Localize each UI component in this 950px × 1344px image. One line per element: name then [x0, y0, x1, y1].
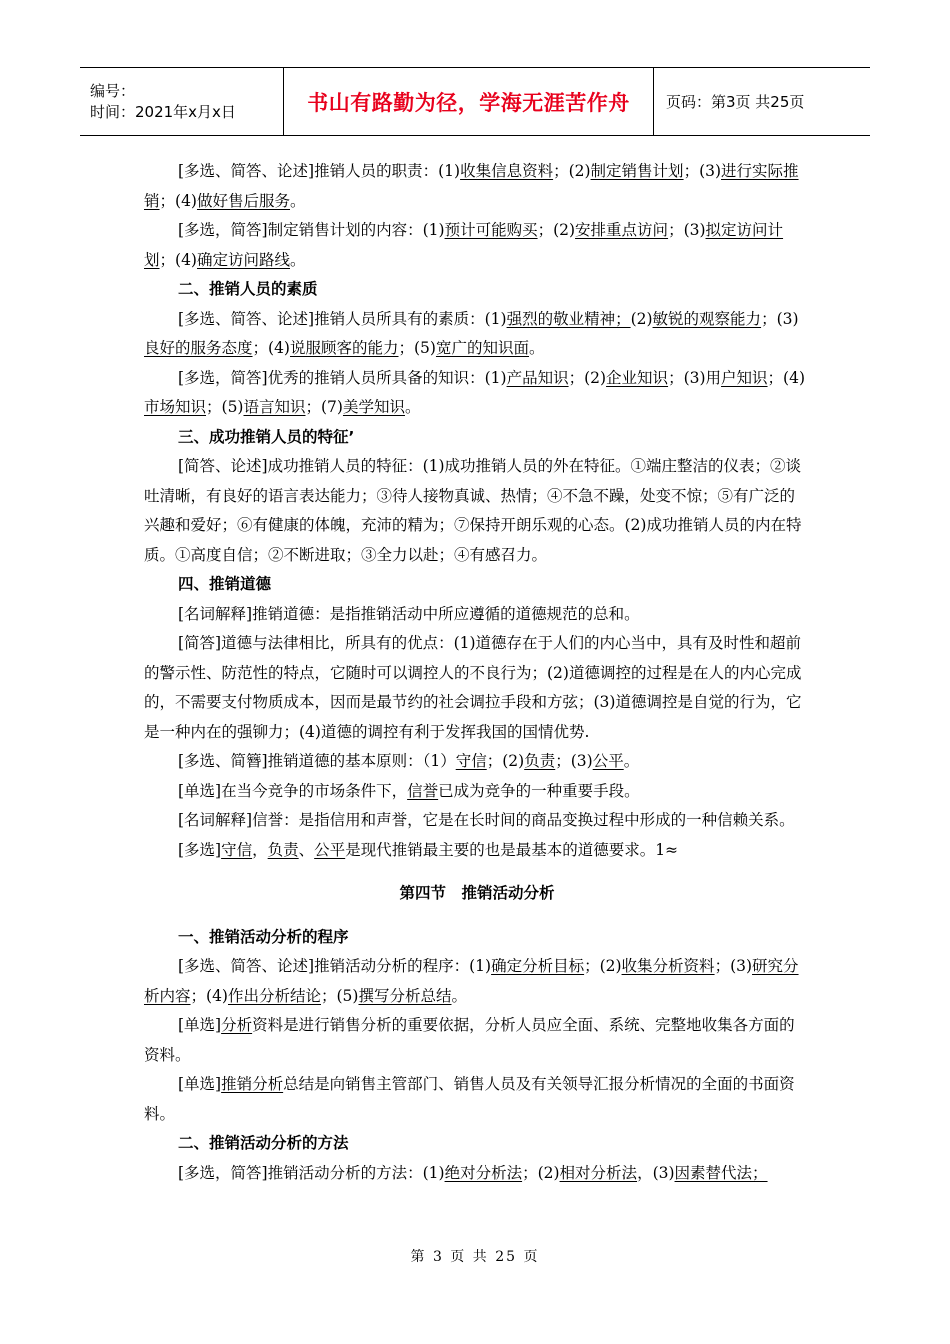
underlined-term: 确定分析目标: [491, 957, 585, 975]
text-run: ；(4): [159, 191, 197, 210]
paragraph: [144, 836, 810, 866]
number-label: 编号：: [90, 81, 136, 100]
text-run: ；(2): [584, 957, 622, 975]
text-run: ；(3): [668, 221, 706, 239]
paragraph: [144, 452, 810, 570]
header-page-info: 页码：第3页 共25页: [666, 93, 805, 111]
text-run: ；(4): [767, 368, 806, 387]
underlined-term: 因素替代法；: [674, 1163, 768, 1182]
paragraph: [144, 157, 810, 216]
section-gap: [144, 865, 810, 879]
underlined-term: 撰写分析总结: [358, 986, 452, 1005]
text-run: ；(2): [568, 368, 607, 387]
text-run: [多选、简答、论述]推销活动分析的程序：(1): [178, 957, 492, 975]
underlined-term: 负责: [524, 752, 556, 770]
underlined-term: 公平: [592, 752, 624, 770]
underlined-term: 企业知识: [606, 368, 669, 387]
underlined-term: 公平: [314, 840, 346, 859]
text-run: [多选，简答]推销活动分析的方法：(1): [178, 1163, 445, 1182]
text-run: [名词解释]推销道德：是指推销活动中所应遵循的道德规范的总和。: [178, 604, 640, 623]
text-run: 、: [298, 840, 315, 859]
text-run: [多选、简簪]推销道德的基本原则：（1）: [178, 752, 456, 770]
section-heading: [144, 1129, 810, 1159]
text-run: ，(3): [637, 1163, 675, 1182]
text-run: [多选、简答、论述]推销人员所具有的素质：(1): [178, 309, 507, 328]
underlined-term: 分析: [221, 1016, 253, 1034]
paragraph: [144, 1159, 810, 1189]
underlined-term: 相对分析法: [559, 1163, 638, 1182]
underlined-term: 语言知识: [243, 398, 306, 416]
text-run: 。: [451, 986, 467, 1005]
paragraph: [144, 1011, 810, 1070]
text-run: ，: [252, 840, 268, 859]
paragraph: [144, 364, 810, 423]
text-run: ；(3): [683, 162, 722, 180]
paragraph: [144, 305, 810, 364]
underlined-term: 信誉: [407, 781, 439, 800]
underlined-term: 负责: [267, 840, 299, 859]
underlined-term: 安排重点访问: [575, 221, 669, 239]
paragraph: [144, 629, 810, 747]
text-run: ；(5): [321, 986, 359, 1005]
text-run: 已成为竞争的一种重要手段。: [438, 781, 640, 800]
text-run: [多选]: [178, 840, 222, 859]
section-heading: [144, 570, 810, 600]
text-run: [简答、论述]成功推销人员的特征：(1)成功推销人员的外在特征。①端庄整洁的仪表；②谈吐清晰，有良好的语言表达能力；③待人接物真诚、热情；④不急不躁，处变不惊；⑤有广泛的兴趣和爱好；⑥有健康的体魄，充沛的精为；⑦保持开朗乐观的心态。(2)成功推销人员的内在特质。①高度自信；②不断进取；③全力以赴；④有感召力。: [144, 457, 802, 564]
header-motto: 书山有路勤为径，学海无涯苦作舟: [283, 68, 654, 135]
text-run: 一、推销活动分析的程序: [178, 927, 349, 946]
text-run: ；(2): [553, 162, 591, 180]
text-run: 四、推销道德: [178, 575, 272, 593]
text-run: [多选，简答]制定销售计划的内容：(1): [178, 221, 445, 239]
underlined-term: 预计可能购买: [444, 221, 538, 239]
text-run: ；(4): [159, 250, 197, 269]
underlined-term: 推销分析: [221, 1075, 284, 1093]
text-run: 是现代推销最主要的也是最基本的道德要求。1≈: [345, 840, 679, 859]
underlined-term: 进行实际推销: [144, 162, 799, 210]
paragraph: [144, 747, 810, 777]
text-run: [多选、简答、论述]推销人员的职责：(1): [178, 162, 461, 180]
underlined-term: 确定访问路线: [196, 250, 290, 269]
text-run: ；(7): [305, 398, 343, 416]
underlined-term: 宽广的知识面: [435, 339, 529, 357]
text-run: 第四节 推销活动分析: [399, 884, 555, 902]
section-heading: [144, 923, 810, 953]
text-run: ；(2): [537, 221, 576, 239]
underlined-term: 制定销售计划: [590, 162, 684, 180]
date-line: 时间：2021年x月x日: [90, 102, 236, 121]
document-body: [144, 157, 810, 1188]
text-run: ；(4): [190, 986, 228, 1005]
text-run: [多选，简答]优秀的推销人员所具备的知识：(1): [178, 368, 507, 387]
text-run: 总结是向销售主管部门、销售人员及有关领导汇报分析情况的全面的书面资料。: [144, 1075, 795, 1123]
text-run: [单选]在当今竞争的市场条件下，: [178, 781, 408, 800]
underlined-term: 守信: [455, 752, 487, 770]
underlined-term: 作出分析结论: [227, 986, 321, 1005]
paragraph: [144, 952, 810, 1011]
text-run: [简答]道德与法律相比，所具有的优点：(1)道德存在于人们的内心当中，具有及时性和超前的警示性、防范性的特点，它随时可以调控人的不良行为；(2)道德调控的过程是在人的内心完成的，不需要支付物质成本，因而是最节约的社会调拉手段和方弦；(3)道德调控是自觉的行为，它是一种内在的强铆力；(4)道德的调控有利于发挥我国的国情优势.: [144, 634, 802, 741]
underlined-term: 守信: [221, 840, 253, 859]
underlined-term: 收集分析资料: [621, 957, 715, 975]
text-run: (2): [630, 309, 653, 328]
underlined-term: 绝对分析法: [444, 1163, 523, 1182]
underlined-term: 说服顾客的能力: [289, 339, 399, 357]
underlined-term: 研究分析内容: [144, 957, 799, 1005]
paragraph: [144, 600, 810, 630]
text-run: ；(5): [398, 339, 436, 357]
underlined-term: 拟定访问计划: [144, 221, 784, 269]
page-header: [80, 67, 870, 136]
text-run: 二、推销活动分析的方法: [178, 1134, 349, 1152]
underlined-term: 做好售后服务: [196, 191, 290, 210]
section-title: [144, 879, 810, 909]
underlined-term: 美学知识: [342, 398, 405, 416]
paragraph: [144, 1070, 810, 1129]
underlined-term: 户知识: [721, 368, 768, 387]
underlined-term: 市场知识: [144, 398, 207, 416]
page-footer: 第 3 页 共 25 页: [410, 1249, 540, 1265]
section-heading: [144, 275, 810, 305]
text-run: ；(3): [714, 957, 753, 975]
text-run: 三、成功推销人员的特征’: [178, 427, 355, 446]
paragraph: [144, 216, 810, 275]
section-heading: [144, 423, 810, 453]
text-run: ；(3)用: [668, 368, 722, 387]
text-run: ；(3): [761, 309, 799, 328]
paragraph: [144, 806, 810, 836]
text-run: ；(2): [522, 1163, 560, 1182]
text-run: ；(4): [252, 339, 290, 357]
underlined-term: 良好的服务态度: [144, 339, 253, 357]
underlined-term: 产品知识: [506, 368, 569, 387]
text-run: 。: [623, 752, 640, 770]
underlined-term: 敏锐的观察能力: [652, 309, 762, 328]
underlined-term: 收集信息资料: [460, 162, 554, 180]
text-run: 二、推销人员的素质: [178, 280, 318, 298]
text-run: 。: [290, 250, 306, 269]
header-meta: [80, 68, 283, 135]
text-run: 。: [404, 398, 421, 416]
text-run: [单选]: [178, 1075, 222, 1093]
text-run: ；(3): [555, 752, 593, 770]
underlined-term: 强烈的敬业精神；: [506, 309, 631, 328]
text-run: 。: [528, 339, 545, 357]
text-run: 资料是进行销售分析的重要依据，分析人员应全面、系统、完整地收集各方面的资料。: [144, 1016, 795, 1064]
paragraph: [144, 777, 810, 807]
text-run: ；(2): [486, 752, 525, 770]
section-gap: [144, 909, 810, 923]
text-run: 。: [290, 191, 306, 210]
text-run: ；(5): [206, 398, 244, 416]
text-run: [名词解释]信誉：是指信用和声誉，它是在长时间的商品变换过程中形成的一种信赖关系。: [178, 811, 795, 829]
text-run: [单选]: [178, 1016, 222, 1034]
